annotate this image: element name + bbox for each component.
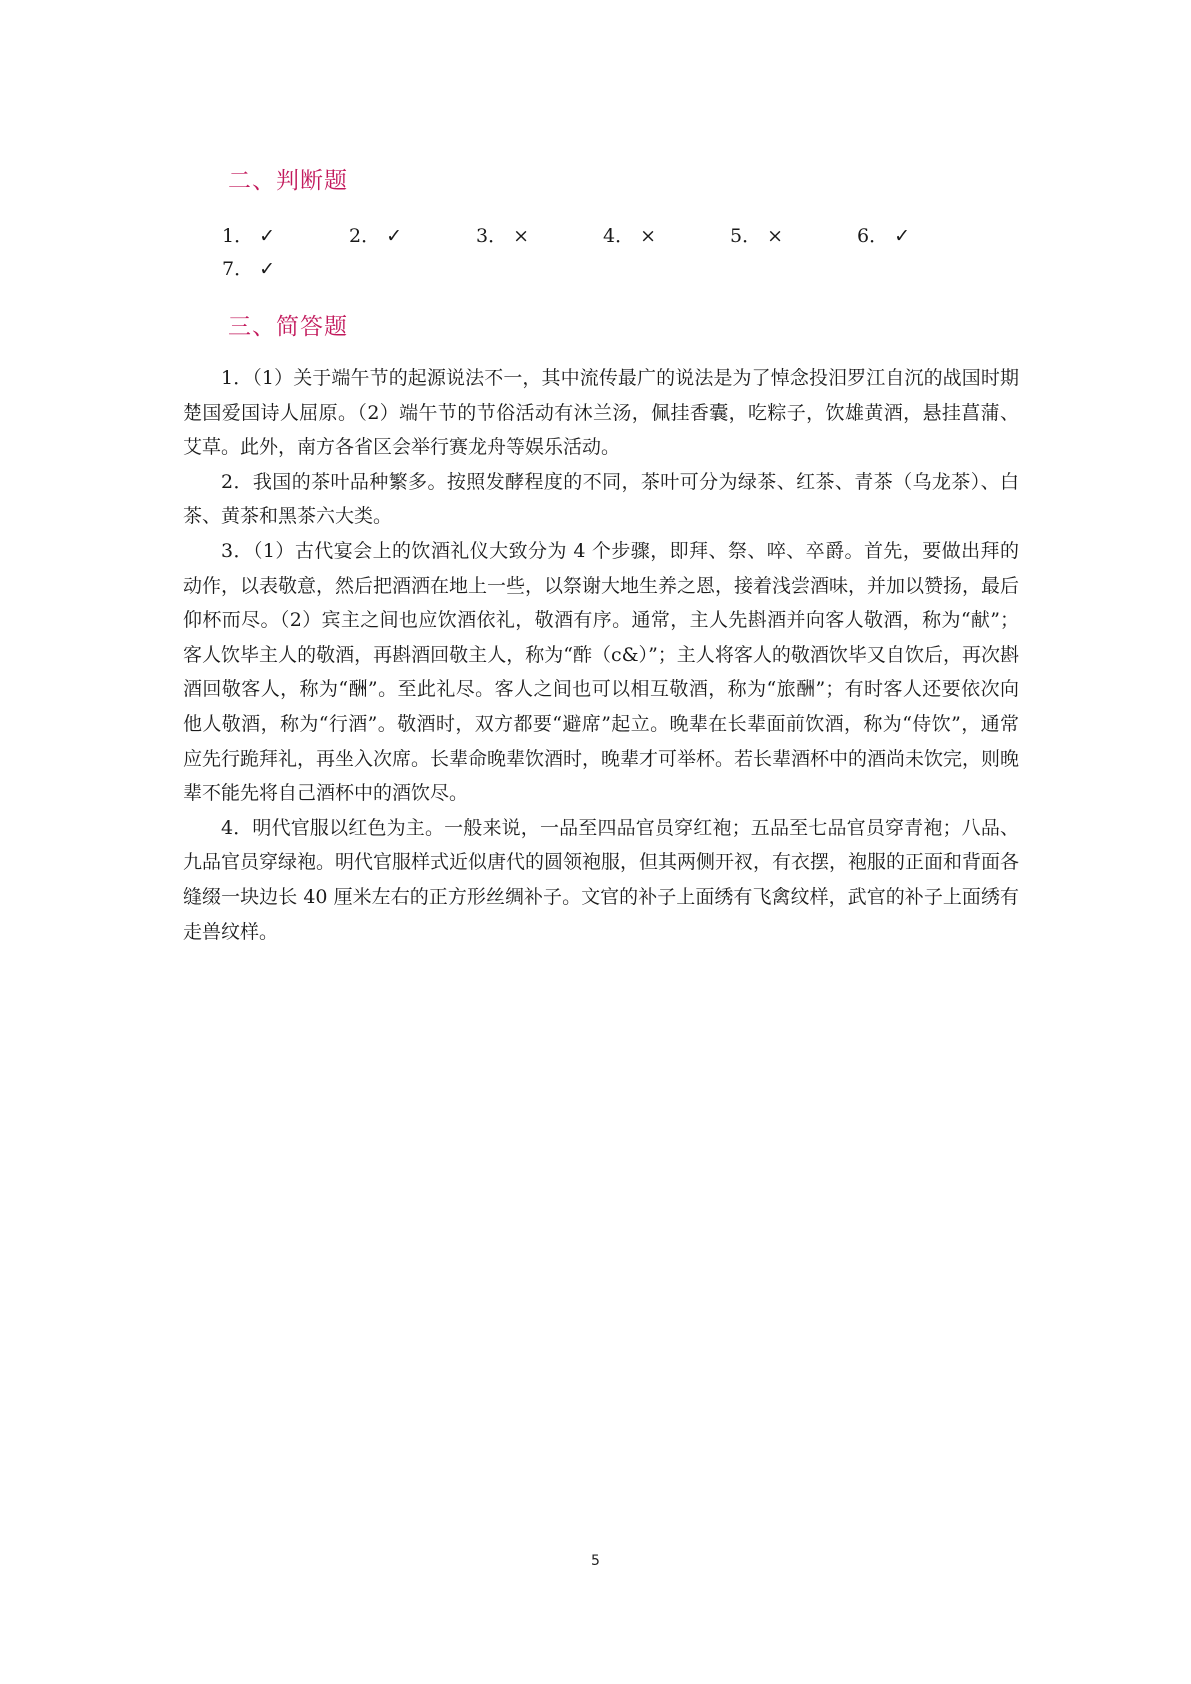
answer-paragraph: 4．明代官服以红色为主。一般来说，一品至四品官员穿红袍；五品至七品官员穿青袍；八品、九品官员穿绿袍。明代官服样式近似唐代的圆领袍服，但其两侧开衩，有衣摆，袍服的正面和背面各缝缀一块边长 40 厘米左右的正方形丝绸补子。文官的补子上面绣有飞禽纹样，武官的补子上面绣有走兽纹样。 — [183, 816, 1020, 943]
cross-mark-icon: × — [640, 225, 657, 247]
answer-item: 7． ✓ — [222, 258, 276, 280]
answer-paragraph: 1．（1）关于端午节的起源说法不一，其中流传最广的说法是为了悼念投汨罗江自沉的战国时期楚国爱国诗人屈原。（2）端午节的节俗活动有沐兰汤，佩挂香囊，吃粽子，饮雄黄酒，悬挂菖蒲、艾草。此外，南方各省区会举行赛龙舟等娱乐活动。 — [183, 367, 1019, 459]
answer-item: 3． × — [476, 225, 530, 247]
cross-mark-icon: × — [513, 225, 530, 247]
section-heading-judgment: 二、判断题 — [228, 168, 348, 194]
page-number: 5 — [591, 1553, 600, 1569]
answer-item: 1． ✓ — [222, 225, 276, 247]
judgment-answers — [222, 220, 1042, 286]
answer-paragraph: 2．我国的茶叶品种繁多。按照发酵程度的不同，茶叶可分为绿茶、红茶、青茶（乌龙茶）、白茶、黄茶和黑茶六大类。 — [183, 470, 1019, 528]
answer-paragraph: 3．（1）古代宴会上的饮酒礼仪大致分为 4 个步骤，即拜、祭、啐、卒爵。首先，要做出拜的动作，以表敬意，然后把酒洒在地上一些，以祭谢大地生养之恩，接着浅尝酒味，并加以赞扬，最后仰杯而尽。（2）宾主之间也应饮酒依礼，敬酒有序。通常，主人先斟酒并向客人敬酒，称为“献”；客人饮毕主人的敬酒，再斟酒回敬主人，称为“酢（c&）”；主人将客人的敬酒饮毕又自饮后，再次斟酒回敬客人，称为“酬”。至此礼尽。客人之间也可以相互敬酒，称为“旅酬”；有时客人还要依次向他人敬酒，称为“行酒”。敬酒时，双方都要“避席”起立。晚辈在长辈面前饮酒，称为“侍饮”，通常应先行跪拜礼，再坐入次席。长辈命晚辈饮酒时，晚辈才可举杯。若长辈酒杯中的酒尚未饮完，则晚辈不能先将自己酒杯中的酒饮尽。 — [183, 539, 1020, 805]
answer-item: 5． × — [730, 225, 784, 247]
check-mark-icon: ✓ — [259, 225, 276, 247]
answer-item: 2． ✓ — [349, 225, 403, 247]
check-mark-icon: ✓ — [386, 225, 403, 247]
check-mark-icon: ✓ — [259, 258, 276, 280]
check-mark-icon: ✓ — [894, 225, 911, 247]
answer-row — [222, 253, 1042, 286]
answer-row — [222, 220, 1042, 253]
short-answer-body — [183, 361, 1019, 949]
section-heading-short-answer: 三、简答题 — [228, 314, 348, 340]
cross-mark-icon: × — [767, 225, 784, 247]
answer-item: 4． × — [603, 225, 657, 247]
answer-item: 6． ✓ — [857, 225, 911, 247]
